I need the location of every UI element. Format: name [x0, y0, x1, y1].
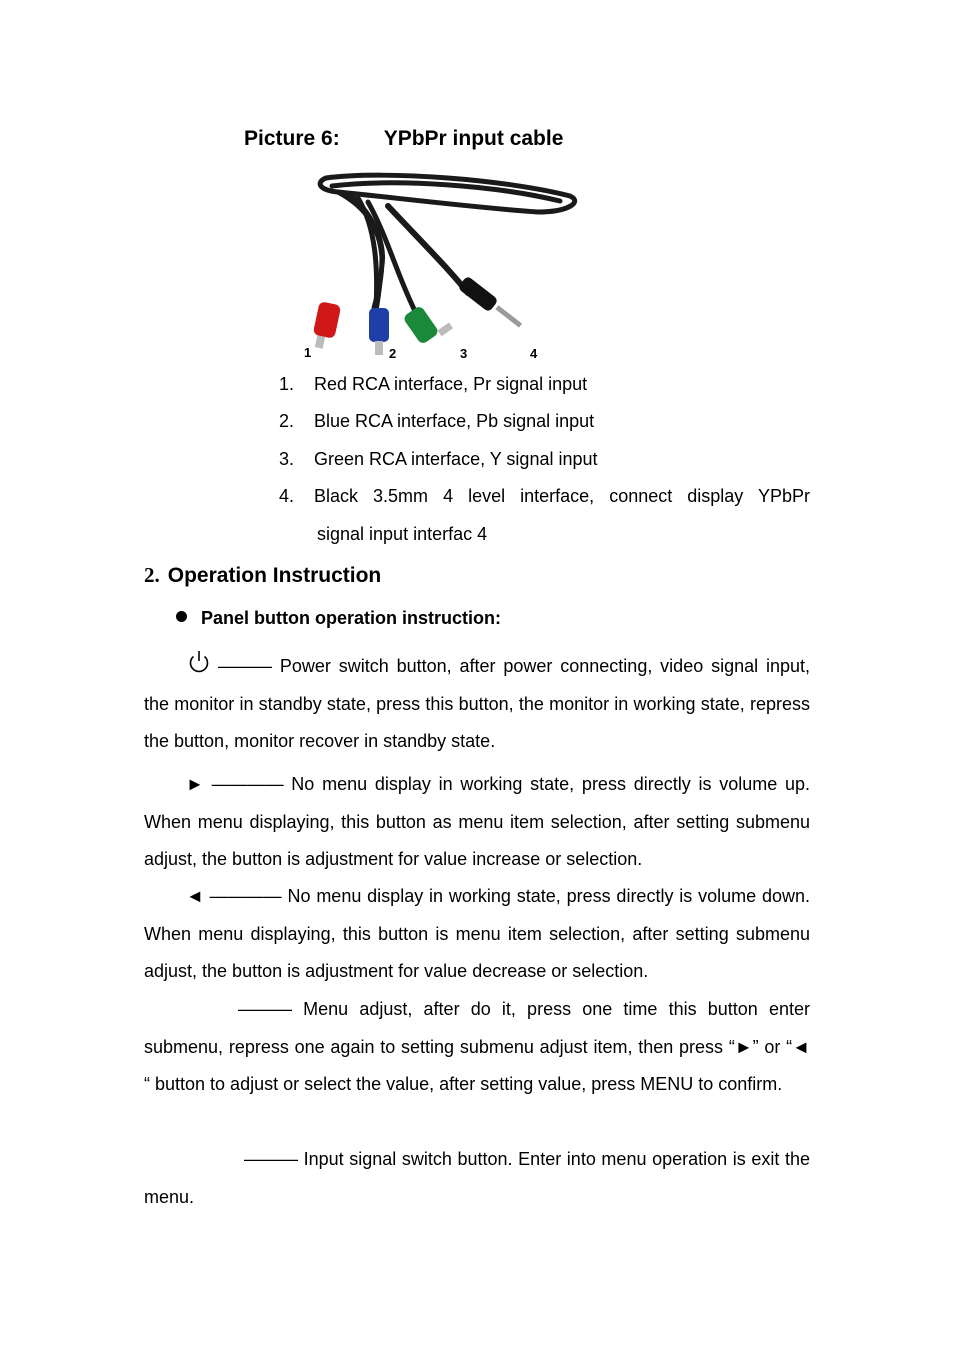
list-item-number: 1.: [279, 374, 295, 394]
right-button-text: ► ———— No menu display in working state, press directly is volume up. When menu displaying, this button as menu item selection, after setting submenu adjust, the button is adjustment for value increase or selection.: [144, 774, 810, 869]
black-35mm-plug: [457, 275, 522, 327]
bullet-dot: [176, 611, 187, 622]
caption-title: YPbPr input cable: [383, 127, 564, 150]
list-item-text: Blue RCA interface, Pb signal input: [314, 411, 595, 431]
list-item-number: 2.: [279, 411, 295, 431]
plug-label-3: 3: [460, 346, 468, 361]
input-button-paragraph: [144, 1141, 810, 1216]
list-item: [279, 441, 810, 479]
menu-button-paragraph: [144, 991, 810, 1104]
section-heading: [144, 563, 381, 588]
section-title: Operation Instruction: [167, 564, 382, 587]
menu-button-text: ——— Menu adjust, after do it, press one time this button enter submenu, repress one again to setting submenu adjust item, then press “►” or “◄ “ button to adjust or select the value, after setting value, press MENU to confirm.: [144, 999, 810, 1094]
list-item-number: 3.: [279, 449, 295, 469]
green-rca-plug: [402, 305, 453, 345]
list-item-number: 4.: [279, 486, 295, 506]
plug-label-1: 1: [304, 345, 312, 360]
right-button-paragraph: [144, 766, 810, 879]
input-button-text: ——— Input signal switch button. Enter into menu operation is exit the menu.: [144, 1149, 810, 1207]
plug-label-4: 4: [530, 346, 538, 361]
list-item-text: Black 3.5mm 4 level interface, connect display YPbPr: [314, 486, 810, 506]
power-icon: [186, 649, 212, 675]
red-rca-plug: [313, 301, 342, 349]
list-item-text: Red RCA interface, Pr signal input: [314, 374, 588, 394]
list-item: [279, 366, 810, 404]
left-button-text: ◄ ———— No menu display in working state, press directly is volume down. When menu displaying, this button is menu item selection, after setting submenu adjust, the button is adjustment for value decrease or selection.: [144, 886, 810, 981]
list-item-text: Green RCA interface, Y signal input: [314, 449, 598, 469]
left-button-paragraph: [144, 878, 810, 991]
bullet-item: [176, 608, 501, 629]
power-button-paragraph: [144, 648, 810, 761]
power-button-text: ——— Power switch button, after power connecting, video signal input, the monitor in standby state, press this button, the monitor in working state, repress the button, monitor recover in standby state.: [144, 656, 810, 751]
list-item-continuation: signal input interfac 4: [317, 524, 488, 544]
list-item: [279, 403, 810, 441]
section-number: 2.: [144, 563, 160, 587]
list-item: [279, 478, 810, 516]
blue-rca-plug: [369, 308, 389, 355]
bullet-text: Panel button operation instruction:: [201, 608, 501, 628]
caption-label: Picture 6:: [244, 127, 340, 150]
figure-caption: [244, 127, 563, 151]
ypbpr-cable-image: [298, 168, 588, 363]
plug-label-2: 2: [389, 346, 397, 361]
cable-illustration: [298, 168, 588, 363]
